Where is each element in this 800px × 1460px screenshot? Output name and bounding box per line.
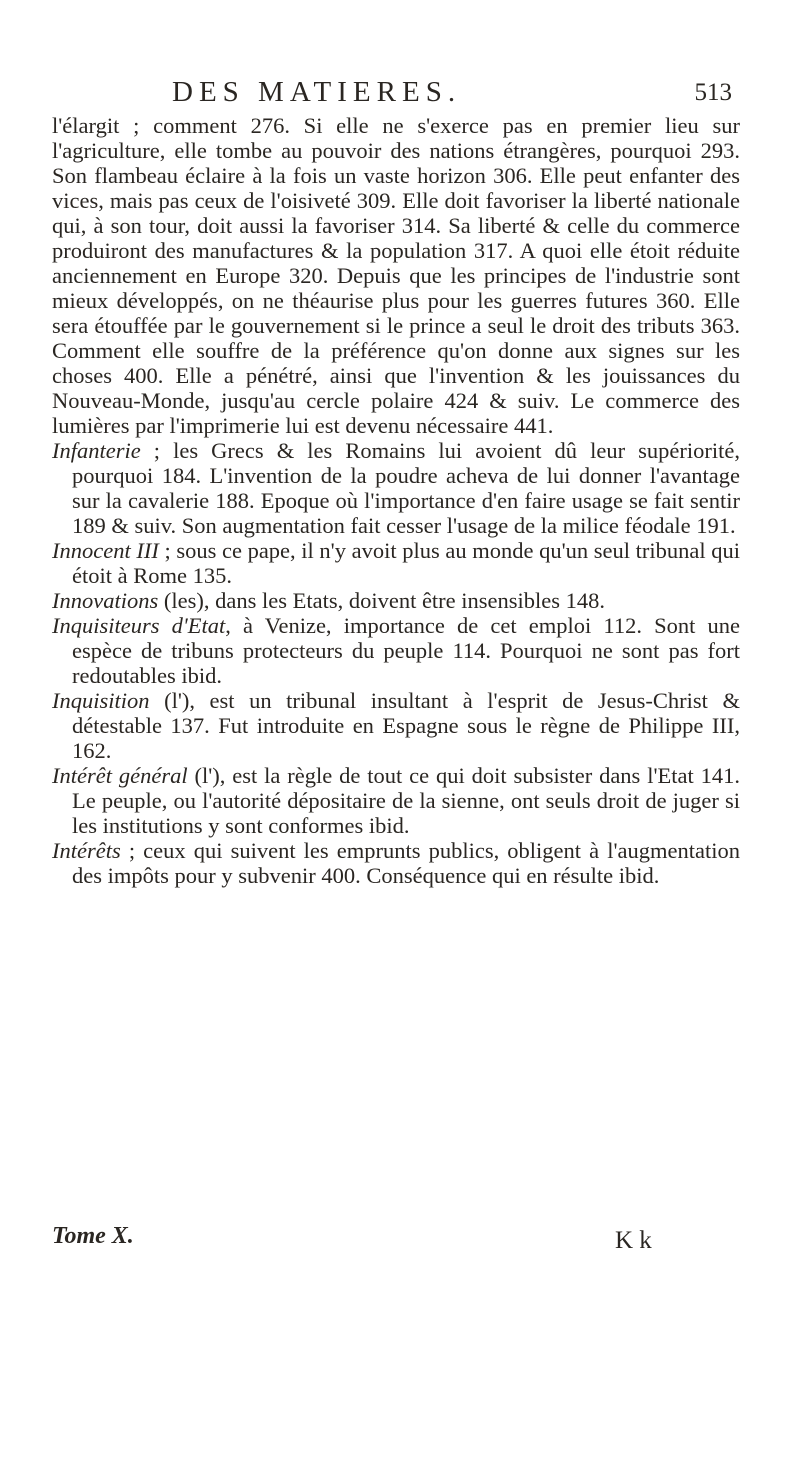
entry-text: , à Venize, importance de cet emploi 112. Sont une espèce de tribuns protecteurs du peuple 114. Pourquoi ne sont pas fort redoutables ibid. [72, 613, 741, 688]
index-entry-inquisition [52, 688, 740, 763]
entry-text: (l'), est la règle de tout ce qui doit subsister dans l'Etat 141. Le peuple, ou l'autorité dépositaire de la sienne, ont seuls droit de juger si les institutions y sont conformes ibid. [72, 763, 740, 838]
entry-head: Intérêts [52, 838, 121, 863]
entry-head: Inquisition [52, 688, 150, 713]
index-entry-continued [52, 113, 740, 438]
index-entry-inquisiteurs [52, 613, 740, 688]
index-entry-innovations [52, 588, 740, 613]
running-title: DES MATIERES. [172, 76, 462, 108]
entry-head: Innovations [52, 588, 159, 613]
entry-head: Intérêt général [52, 763, 188, 788]
page-number: 513 [694, 79, 732, 106]
index-body [52, 113, 740, 888]
entry-head: Inquisiteurs d'Etat [52, 613, 226, 638]
entry-text: ; sous ce pape, il n'y avoit plus au monde qu'un seul tribunal qui étoit à Rome 135. [72, 538, 740, 588]
entry-text: ; les Grecs & les Romains lui avoient dû leur supériorité, pourquoi 184. L'invention de la poudre acheva de lui donner l'avantage sur la cavalerie 188. Epoque où l'importance d'en faire usage se fait sentir 189 & suiv. Son augmentation fait cesser l'usage de la milice féodale 191. [72, 438, 740, 538]
entry-text: l'élargit ; comment 276. Si elle ne s'exerce pas en premier lieu sur l'agriculture, elle tombe au pouvoir des nations étrangères, pourquoi 293. Son flambeau éclaire à la fois un vaste horizon 306. Elle peut enfanter des vices, mais pas ceux de l'oisiveté 309. Elle doit favoriser la liberté nationale qui, à son tour, doit aussi la favoriser 314. Sa liberté & celle du commerce produiront des manufactures & la population 317. A quoi elle étoit réduite anciennement en Europe 320. Depuis que les principes de l'industrie sont mieux développés, on ne théaurise plus pour les guerres futures 360. Elle sera étouffée par le gouvernement si le prince a seul le droit des tributs 363. Comment elle souffre de la préférence qu'on donne aux signes sur les choses 400. Elle a pénétré, ainsi que l'invention & les jouissances du Nouveau-Monde, jusqu'au cercle polaire 424 & suiv. Le commerce des lumières par l'imprimerie lui est devenu nécessaire 441. [52, 113, 740, 438]
entry-text: ; ceux qui suivent les emprunts publics, obligent à l'augmentation des impôts pour y subvenir 400. Conséquence qui en résulte ibid. [72, 838, 740, 888]
entry-text: (l'), est un tribunal insultant à l'esprit de Jesus-Christ & détestable 137. Fut introduite en Espagne sous le règne de Philippe III, 162. [72, 688, 740, 763]
index-entry-interet-general [52, 763, 740, 838]
page-footer [52, 1223, 740, 1253]
signature-mark: K k [615, 1227, 652, 1254]
index-entry-interets [52, 838, 740, 888]
entry-text: (les), dans les Etats, doivent être insensibles 148. [158, 588, 606, 613]
index-entry-innocent [52, 538, 740, 588]
index-entry-infanterie [52, 438, 740, 538]
volume-label: Tome X. [52, 1223, 134, 1249]
entry-head: Innocent III [52, 538, 159, 563]
running-head [172, 76, 732, 116]
entry-head: Infanterie [52, 438, 141, 463]
